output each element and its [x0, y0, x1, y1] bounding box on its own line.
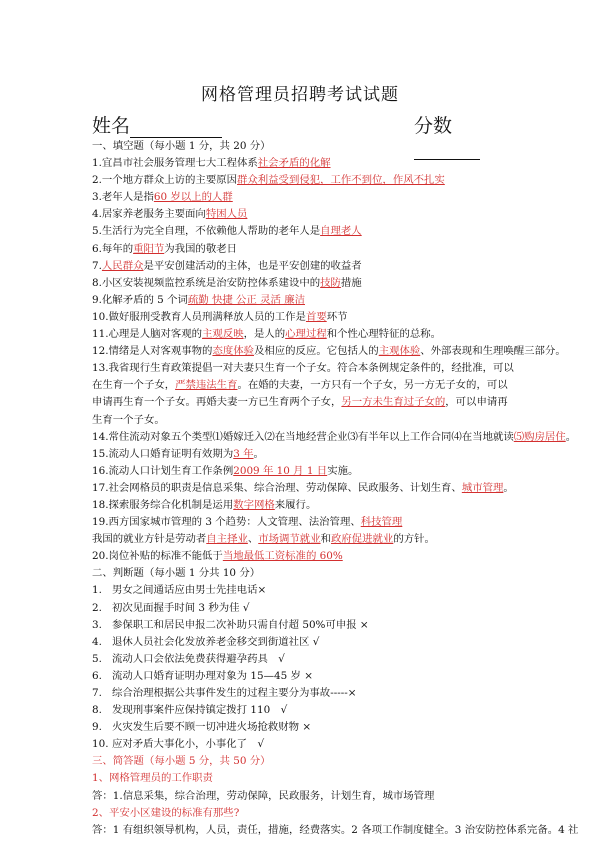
section1-heading: 一、填空题（每小题 1 分，共 20 分） [92, 140, 271, 152]
answer: 严禁违法生育 [175, 379, 238, 392]
answer: 城市管理 [461, 481, 504, 494]
answer: 市场调节就业 [258, 533, 321, 546]
judge-item: 1. 男女之间通话应由男士先挂电话× [92, 584, 267, 597]
fill-question-4: 4.居家养老服务主要面向特困人员 [92, 208, 248, 221]
name-score-row [92, 111, 512, 138]
fill-question-7: 7.人民群众是平安创建活动的主体，也是平安创建的收益者 [92, 259, 362, 272]
name-blank[interactable] [130, 119, 222, 138]
answer: 疏勤 快捷 公正 灵活 廉洁 [187, 293, 305, 306]
section3-heading: 三、简答题（每小题 5 分，共 50 分） [92, 755, 271, 768]
answer: 心理过程 [285, 328, 327, 341]
fill-question-8: 8.小区安装视频监控系统是治安防控体系建设中的技防措施 [92, 276, 362, 289]
fill-question-1: 1.宜昌市社会服务管理七大工程体系社会矛盾的化解 [92, 157, 331, 170]
answer: 重阳节 [133, 242, 165, 255]
fill-question-13: 13.我省现行生育政策提倡一对夫妻只生育一个子女。符合本条例规定条件的，经批准，可以在生育一个子女，严禁违法生育。在婚的夫妻，一方只有一个子女，另一方无子女的，可以申请再生育一个子女。再婚夫妻一方已生育两个子女，另一方未生育过子女的，可以申请再生育一个子女。 [92, 362, 514, 426]
answer: 人民群众 [101, 259, 144, 272]
answer: 2009 年 10 月 1 日 [233, 464, 328, 477]
judge-item: 3. 参保职工和居民申报二次补助只需自付超 50%可申报 × [92, 618, 369, 631]
answer: 自理老人 [320, 225, 362, 238]
answer: 政府促进就业 [330, 533, 394, 546]
page-title: 网格管理员招聘考试试题 [201, 85, 399, 105]
judge-item: 7. 综合治理根据公共事件发生的过程主要分为事故-----× [92, 687, 357, 699]
short-question-1: 1、网格管理员的工作职责 [92, 772, 213, 785]
answer: 另一方未生育过子女的 [341, 396, 446, 409]
judge-item: 2. 初次见面握手时间 3 秒为佳 √ [92, 601, 250, 614]
fill-question-15: 15.流动人口婚育证明有效期为3 年。 [92, 447, 264, 460]
fill-question-6: 6.每年的重阳节为我国的敬老日 [92, 242, 237, 255]
fill-question-11: 11.心理是人脑对客观的主观反映，是人的心理过程和个性心理特征的总称。 [92, 328, 442, 341]
judge-item: 8. 发现刑事案件应保持镇定拨打 110 √ [92, 704, 288, 717]
answer: 数字网格 [233, 498, 275, 511]
fill-question-18: 18.探索服务综合化机制是运用数字网格来履行。 [92, 498, 317, 511]
score-label: 分数 [414, 115, 453, 137]
answer: 态度体验 [212, 345, 254, 358]
fill-question-20: 20.岗位补贴的标准不能低于当地最低工资标准的 60% [92, 550, 343, 563]
answer: 主观体验 [378, 345, 421, 358]
fill-question-17: 17.社会网格员的职责是信息采集、综合治理、劳动保障、民政服务、计划生育、城市管理。 [92, 481, 514, 494]
answer: 首要 [305, 310, 327, 323]
name-label: 姓名 [92, 115, 131, 137]
exam-content [92, 138, 579, 839]
fill-question-3: 3.老年人是指60 岁以上的人群 [92, 191, 233, 204]
answer: 主观反映 [202, 328, 244, 341]
answer: 当地最低工资标准的 60% [222, 550, 343, 563]
judge-item: 10. 应对矛盾大事化小，小事化了 √ [92, 738, 265, 751]
fill-question-10: 10.做好服刑受教育人员刑满释放人员的工作是首要环节 [92, 310, 348, 323]
fill-question-12: 12.情绪是人对客观事物的态度体验及相应的反应。它包括人的主观体验、外部表现和生理唤醒三部分。 [92, 345, 566, 358]
fill-question-19: 19.西方国家城市管理的 3 个趋势：人文管理、法治管理、科技管理 [92, 516, 403, 529]
judge-item: 6. 流动人口婚育证明办理对象为 15—45 岁 × [92, 669, 313, 682]
answer: 60 岁以上的人群 [153, 191, 233, 204]
fill-question-19b: 我国的就业方针是劳动者自主择业、市场调节就业和政府促进就业的方针。 [92, 533, 435, 546]
short-question-2: 2、平安小区建设的标准有那些? [92, 806, 240, 819]
answer: 3 年 [233, 447, 254, 460]
judge-item: 4. 退休人员社会化发放养老金移交到街道社区 √ [92, 635, 320, 648]
judge-item: 9. 火灾发生后要不顾一切冲进火场抢救财物 × [92, 721, 312, 734]
answer: 特困人员 [205, 208, 248, 221]
short-answer-1: 答：1.信息采集，综合治理，劳动保障，民政服务，计划生育，城市场管理 [92, 789, 435, 802]
fill-question-2: 2.一个地方群众上访的主要原因群众利益受到侵犯，工作不到位，作风不扎实 [92, 174, 445, 187]
fill-question-9: 9.化解矛盾的 5 个词疏勤 快捷 公正 灵活 廉洁 [92, 293, 305, 306]
answer: 自主择业 [206, 533, 248, 546]
section2-heading: 二、判断题（每小题 1 分共 10 分） [92, 567, 261, 580]
answer: 技防 [320, 276, 341, 289]
judge-item: 5. 流动人口会依法免费获得避孕药具 √ [92, 652, 285, 665]
answer: 科技管理 [360, 516, 403, 529]
fill-question-5: 5.生活行为完全自理，不依赖他人帮助的老年人是自理老人 [92, 225, 362, 238]
fill-question-16: 16.流动人口计划生育工作条例2009 年 10 月 1 日实施。 [92, 464, 359, 477]
fill-question-14: 14.常住流动对象五个类型⑴婚嫁迁入⑵在当地经营企业⑶有半年以上工作合同⑷在当地就读⑸购房居住。 [92, 430, 577, 443]
short-answer-2: 答：1 有组织领导机构，人员，责任，措施，经费落实。2 各项工作制度健全。3 治安防控体系完备。4 社 [92, 823, 579, 836]
answer: 群众利益受到侵犯，工作不到位，作风不扎实 [237, 174, 445, 187]
answer: 社会矛盾的化解 [257, 157, 331, 170]
answer: ⑸购房居住 [513, 430, 566, 443]
